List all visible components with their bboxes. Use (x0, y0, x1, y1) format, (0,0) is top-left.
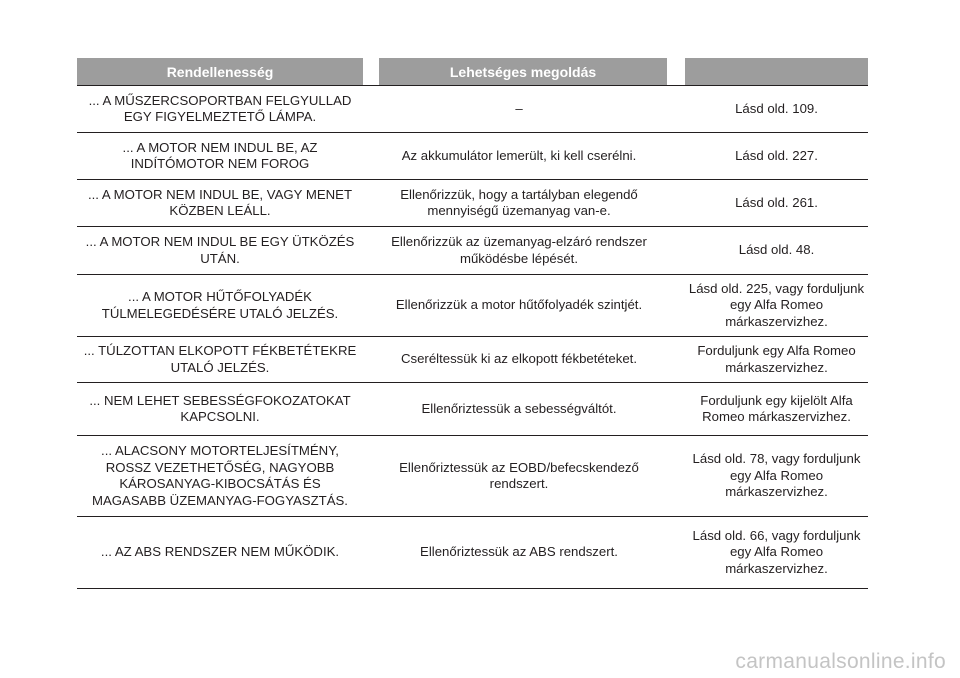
table-header (77, 58, 868, 85)
problem-cell: ... A MŰSZERCSOPORTBAN FELGYULLAD EGY FIGYELMEZTETŐ LÁMPA. (88, 92, 352, 124)
problem-cell: ... A MOTOR NEM INDUL BE, VAGY MENET KÖZBEN LEÁLL. (87, 186, 353, 218)
header-solution: Lehetséges megoldás (379, 58, 667, 85)
solution-cell: Az akkumulátor lemerült, ki kell cserélni. (401, 147, 637, 163)
table-row (77, 337, 868, 383)
header-reference (685, 58, 868, 85)
solution-cell: Cseréltessük ki az elkopott fékbetéteket. (400, 351, 638, 367)
solution-cell: Ellenőrizzük az üzemanyag-elzáró rendszer működésbe lépését. (391, 234, 647, 266)
table-row (77, 436, 868, 517)
reference-cell: Forduljunk egy kijelölt Alfa Romeo márkaszervizhez. (700, 392, 853, 424)
reference-cell: Lásd old. 109. (735, 100, 818, 116)
watermark: carmanualsonline.info (735, 650, 946, 673)
table-row (77, 180, 868, 227)
table-row (77, 383, 868, 436)
header-problem: Rendellenesség (77, 58, 363, 85)
table-row (77, 275, 868, 337)
reference-cell: Lásd old. 66, vagy forduljunk egy Alfa Romeo márkaszervizhez. (692, 527, 861, 576)
problem-cell: ... TÚLZOTTAN ELKOPOTT FÉKBETÉTEKRE UTALÓ JELZÉS. (83, 343, 357, 375)
problem-cell: ... AZ ABS RENDSZER NEM MŰKÖDIK. (100, 544, 340, 560)
reference-cell: Lásd old. 227. (735, 147, 818, 163)
reference-cell: Lásd old. 78, vagy forduljunk egy Alfa Romeo márkaszervizhez. (692, 451, 861, 500)
problem-cell: ... A MOTOR NEM INDUL BE EGY ÜTKÖZÉS UTÁN. (85, 234, 355, 266)
problem-cell: ... A MOTOR HŰTŐFOLYADÉK TÚLMELEGEDÉSÉRE UTALÓ JELZÉS. (101, 289, 339, 321)
table-row (77, 133, 868, 180)
table-row (77, 86, 868, 133)
table-row (77, 517, 868, 589)
solution-cell: Ellenőriztessük az EOBD/befecskendező rendszert. (399, 459, 639, 491)
reference-cell: Lásd old. 48. (738, 242, 815, 258)
solution-cell: – (515, 100, 523, 116)
solution-cell: Ellenőrizzük, hogy a tartályban elegendő mennyiségű üzemanyag van-e. (400, 186, 638, 218)
reference-cell: Forduljunk egy Alfa Romeo márkaszervizhez. (697, 343, 856, 375)
reference-cell: Lásd old. 225, vagy forduljunk egy Alfa Romeo márkaszervizhez. (688, 280, 865, 329)
solution-cell: Ellenőriztessük az ABS rendszert. (420, 544, 618, 560)
problem-cell: ... A MOTOR NEM INDUL BE, AZ INDÍTÓMOTOR NEM FOROG (122, 139, 318, 171)
troubleshooting-table (77, 58, 868, 589)
problem-cell: ... NEM LEHET SEBESSÉGFOKOZATOKAT KAPCSOLNI. (89, 392, 351, 424)
table-row (77, 227, 868, 275)
reference-cell: Lásd old. 261. (735, 194, 818, 210)
solution-cell: Ellenőriztessük a sebességváltót. (421, 400, 617, 416)
solution-cell: Ellenőrizzük a motor hűtőfolyadék szintjét. (395, 297, 643, 313)
problem-cell: ... ALACSONY MOTORTELJESÍTMÉNY, ROSSZ VEZETHETŐSÉG, NAGYOBB KÁROSANYAG-KIBOCSÁTÁS ÉS MAGASABB ÜZEMANYAG-FOGYASZTÁS. (92, 443, 348, 508)
